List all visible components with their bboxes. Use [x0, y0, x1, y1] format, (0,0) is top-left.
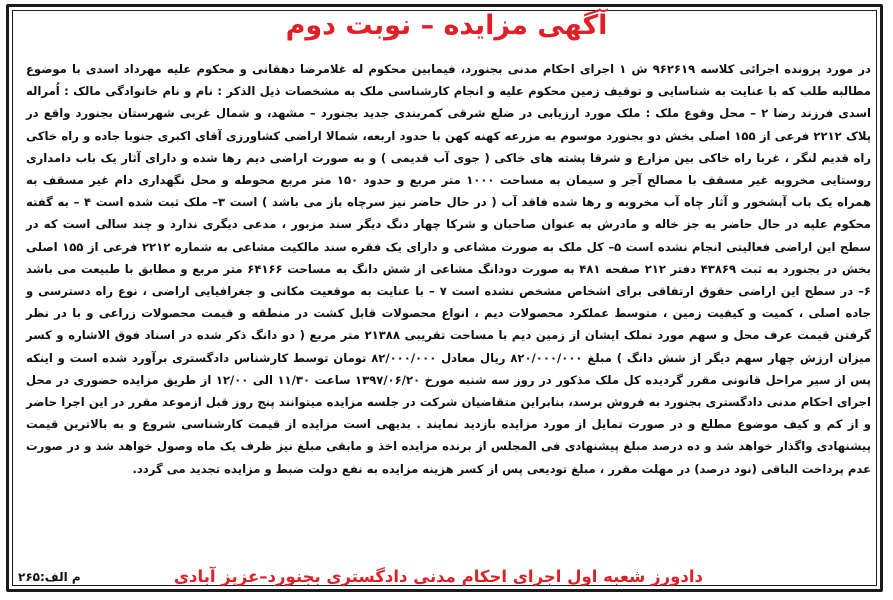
notice-body-paragraph: در مورد پرونده اجرائی کلاسه ۹۶۲۶۱۹ ش ۱ اجرای احکام مدنی بجنورد، فیمابین محکوم له غلامرضا دهقانی و محکوم علیه مهرداد اسدی با موضوع مطالبه طلب که با عنایت به شناسایی و توقیف زمین محکوم علیه و انجام کارشناسی ملک به مشخصات ذیل الذکر : نام و نام خانوادگی مالک : اُمراله اسدی فرزند رضا ۲ – محل وقوع ملک : ملک مورد ارزیابی در ضلع شرقی کمربندی جدید بجنورد – مشهد، و شمال غربی شهرستان بجنورد واقع در پلاک ۲۲۱۲ فرعی از ۱۵۵ اصلی بخش دو بجنورد موسوم به مزرعه کهنه کهن با حدود اربعه، شمالا اراضی کشاورزی آقای اکبری جنوبا جاده و راه خاکی راه قدیم لنگر ، غربا راه خاکی بین مزارع و شرقا پشته های خاکی ( جوی آب قدیمی ) و به صورت اراضی دیم رها شده و دارای آثار یک باب دامداری روستایی مخروبه غیر مسقف با مصالح آجر و سیمان به مساحت ۱۰۰۰ متر مربع و حدود ۱۵۰ متر مربع محوطه و محل نگهداری دام غیر مسقف به همراه یک باب آبشخور و آثار چاه آب مخروبه و رها شده فاقد آب ( در حال حاضر نیز سرچاه باز می باشد ) است ۳– ملک ثبت شده است ۴ – به گفته محکوم علیه در حال حاضر به جز خاله و مادرش به عنوان صاحبان و شرکا چهار دنگ دیگر سند مزبور ، مدعی دیگری ندارد و چند سالی است که در سطح این اراضی فعالیتی انجام نشده است ۵– کل ملک به صورت مشاعی و دارای یک فقره سند مالکیت مشاعی به شماره ۲۲۱۲ فرعی از ۱۵۵ اصلی بخش در بجنورد به ثبت ۴۳۸۶۹ دفتر ۲۱۲ صفحه ۴۸۱ به صورت دودانگ مشاعی از شش دانگ به مساحت ۶۴۱۶۶ متر مربع و مطابق با طبیعت می باشد ۶– در سطح این اراضی حقوق ارتفاقی برای اشخاص مشخص نشده است ۷ – با عنایت به موقعیت مکانی و جغرافیایی اراضی ، نوع راه دسترسی و جاده اصلی ، کمیت و کیفیت زمین ، متوسط عملکرد محصولات دیم ، انواع محصولات قابل کشت در منطقه و قیمت محصولات زراعی و با در نظر گرفتن قیمت عرف محل و سهم مورد تملک ایشان از زمین دیم با مساحت تقریبی ۲۱۳۸۸ متر مربع ( دو دانگ ذکر شده در اسناد فوق الاشاره و کسر میزان ارزش چهار سهم دیگر از شش دانگ ) مبلغ ۸۲۰/۰۰۰/۰۰۰ ریال معادل ۸۲/۰۰۰/۰۰۰ تومان توسط کارشناس دادگستری برآورد شده است و اینکه پس از سیر مراحل قانونی مقرر گردیده کل ملک مذکور در روز سه شنبه مورخ ۱۳۹۷/۰۶/۲۰ ساعت ۱۱/۳۰ الی ۱۲/۰۰ از طریق مزایده حضوری در محل اجرای احکام مدنی دادگستری بجنورد به فروش برسد، بنابراین متقاضیان شرکت در جلسه مزایده میتوانند پنج روز قبل ازموعد مقرر در این اجرا حاضر و از کم و کیف موضوع مطلع و در صورت تمایل از مورد مزایده بازدید نمایند . بدیهی است مزایده از قیمت کارشناسی شروع و به بالاترین قیمت پیشنهادی واگذار خواهد شد و ده درصد مبلغ پیشنهادی فی المجلس از برنده مزایده اخذ و مابقی مبلغ نیز ظرف یک ماه وصول خواهد شد و در صورت عدم پرداخت الباقی (نود درصد) در مهلت مقرر ، مبلغ تودیعی پس از کسر هزینه مزایده به نفع دولت ضبط و مزایده تجدید می گردد. [26, 62, 871, 476]
notice-code: م الف:۲۶۵ [18, 570, 81, 584]
notice-title: آگهی مزایده – نوبت دوم [285, 10, 608, 41]
notice-signature: دادورز شعبه اول اجرای احکام مدنی دادگستری بجنورد–عزیز آبادی [173, 567, 703, 586]
notice-body [26, 58, 871, 480]
